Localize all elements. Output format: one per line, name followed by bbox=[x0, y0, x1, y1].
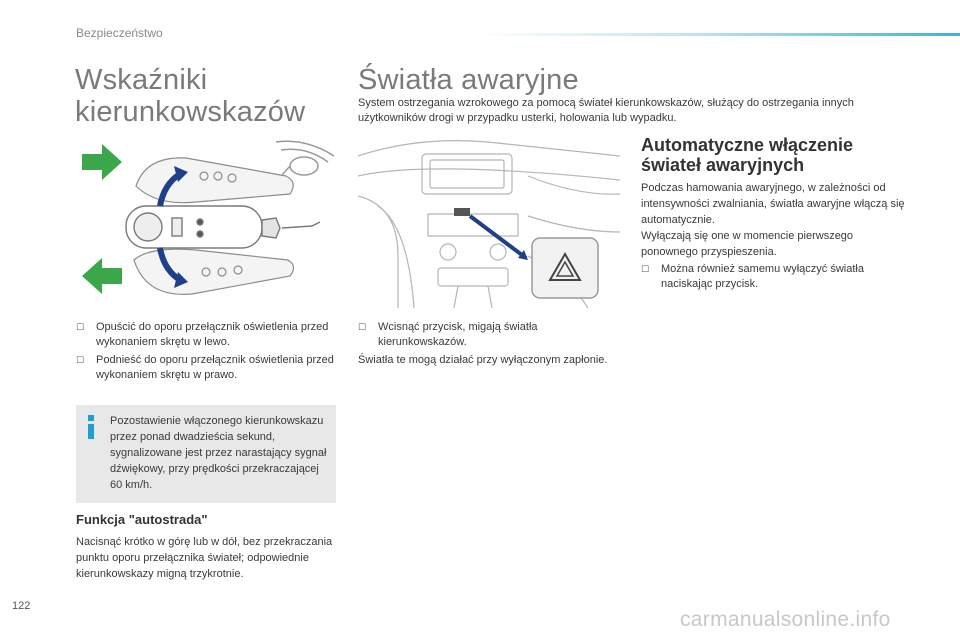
bullet-glyph: ☐ bbox=[358, 322, 367, 332]
stalk-middle bbox=[126, 206, 320, 248]
bullet-glyph: ☐ bbox=[641, 264, 650, 274]
hazard-intro: System ostrzegania wzrokowego za pomocą świateł kierunkowskazów, służący do ostrzegania innych użytkowników drogi w przypadku usterki, holowania lub wypadku. bbox=[358, 97, 854, 124]
info-icon bbox=[86, 415, 96, 439]
stalk-lower bbox=[134, 249, 294, 294]
arrow-left-icon bbox=[82, 258, 122, 294]
dashboard-illustration bbox=[358, 136, 620, 308]
header-rule bbox=[480, 33, 960, 36]
bullet-text: Opuścić do oporu przełącznik oświetlenia przed wykonaniem skrętu w lewo. bbox=[96, 321, 329, 348]
hazard-button-icon bbox=[532, 238, 598, 298]
watermark: carmanualsonline.info bbox=[680, 608, 891, 631]
hazard-button-small bbox=[454, 208, 470, 216]
turn-signals-title bbox=[75, 64, 345, 128]
auto-hazard-para-1: Podczas hamowania awaryjnego, w zależności od intensywności zwalniania, światła awaryjne włączą się automatycznie. bbox=[641, 182, 905, 226]
bullet-switch-off bbox=[641, 262, 911, 292]
auto-hazard-para-2: Wyłączają się one w momencie pierwszego ponownego przyspieszenia. bbox=[641, 230, 854, 258]
page-number: 122 bbox=[12, 600, 31, 612]
info-box bbox=[76, 405, 336, 503]
section-label: Bezpieczeństwo bbox=[76, 26, 163, 40]
bullet-text: Można również samemu wyłączyć światła naciskając przycisk. bbox=[661, 263, 864, 290]
autostrada-text: Nacisnąć krótko w górę lub w dół, bez przekraczania punktu oporu przełącznika świateł; odpowiednie kierunkowskazy migną trzykrotnie. bbox=[76, 536, 333, 580]
autostrada-title: Funkcja "autostrada" bbox=[76, 512, 208, 527]
bullet-press-button bbox=[358, 320, 618, 350]
bullet-left-turn bbox=[76, 320, 351, 350]
hazard-lights-title: Światła awaryjne bbox=[358, 64, 579, 96]
auto-hazard-title: Automatyczne włączenie świateł awaryjnych bbox=[641, 135, 854, 175]
hazard-note: Światła te mogą działać przy wyłączonym zapłonie. bbox=[358, 354, 608, 366]
stalk-illustration bbox=[76, 136, 338, 304]
title-line-1: Wskaźniki bbox=[75, 64, 208, 96]
auto-hazard-text bbox=[641, 180, 911, 260]
bullet-glyph: ☐ bbox=[76, 355, 85, 365]
bullet-text: Podnieść do oporu przełącznik oświetlenia przed wykonaniem skrętu w prawo. bbox=[96, 354, 334, 381]
info-text: Pozostawienie włączonego kierunkowskazu przez ponad dwadzieścia sekund, sygnalizowane jest przez narastający sygnał dźwiękowy, przy prędkości przekraczającej 60 km/h. bbox=[110, 415, 327, 491]
title-line-2: kierunkowskazów bbox=[75, 96, 306, 128]
bullet-text: Wcisnąć przycisk, migają światła kierunkowskazów. bbox=[378, 321, 538, 348]
bullet-glyph: ☐ bbox=[76, 322, 85, 332]
arrow-right-icon bbox=[82, 144, 122, 180]
bullet-right-turn bbox=[76, 353, 351, 383]
